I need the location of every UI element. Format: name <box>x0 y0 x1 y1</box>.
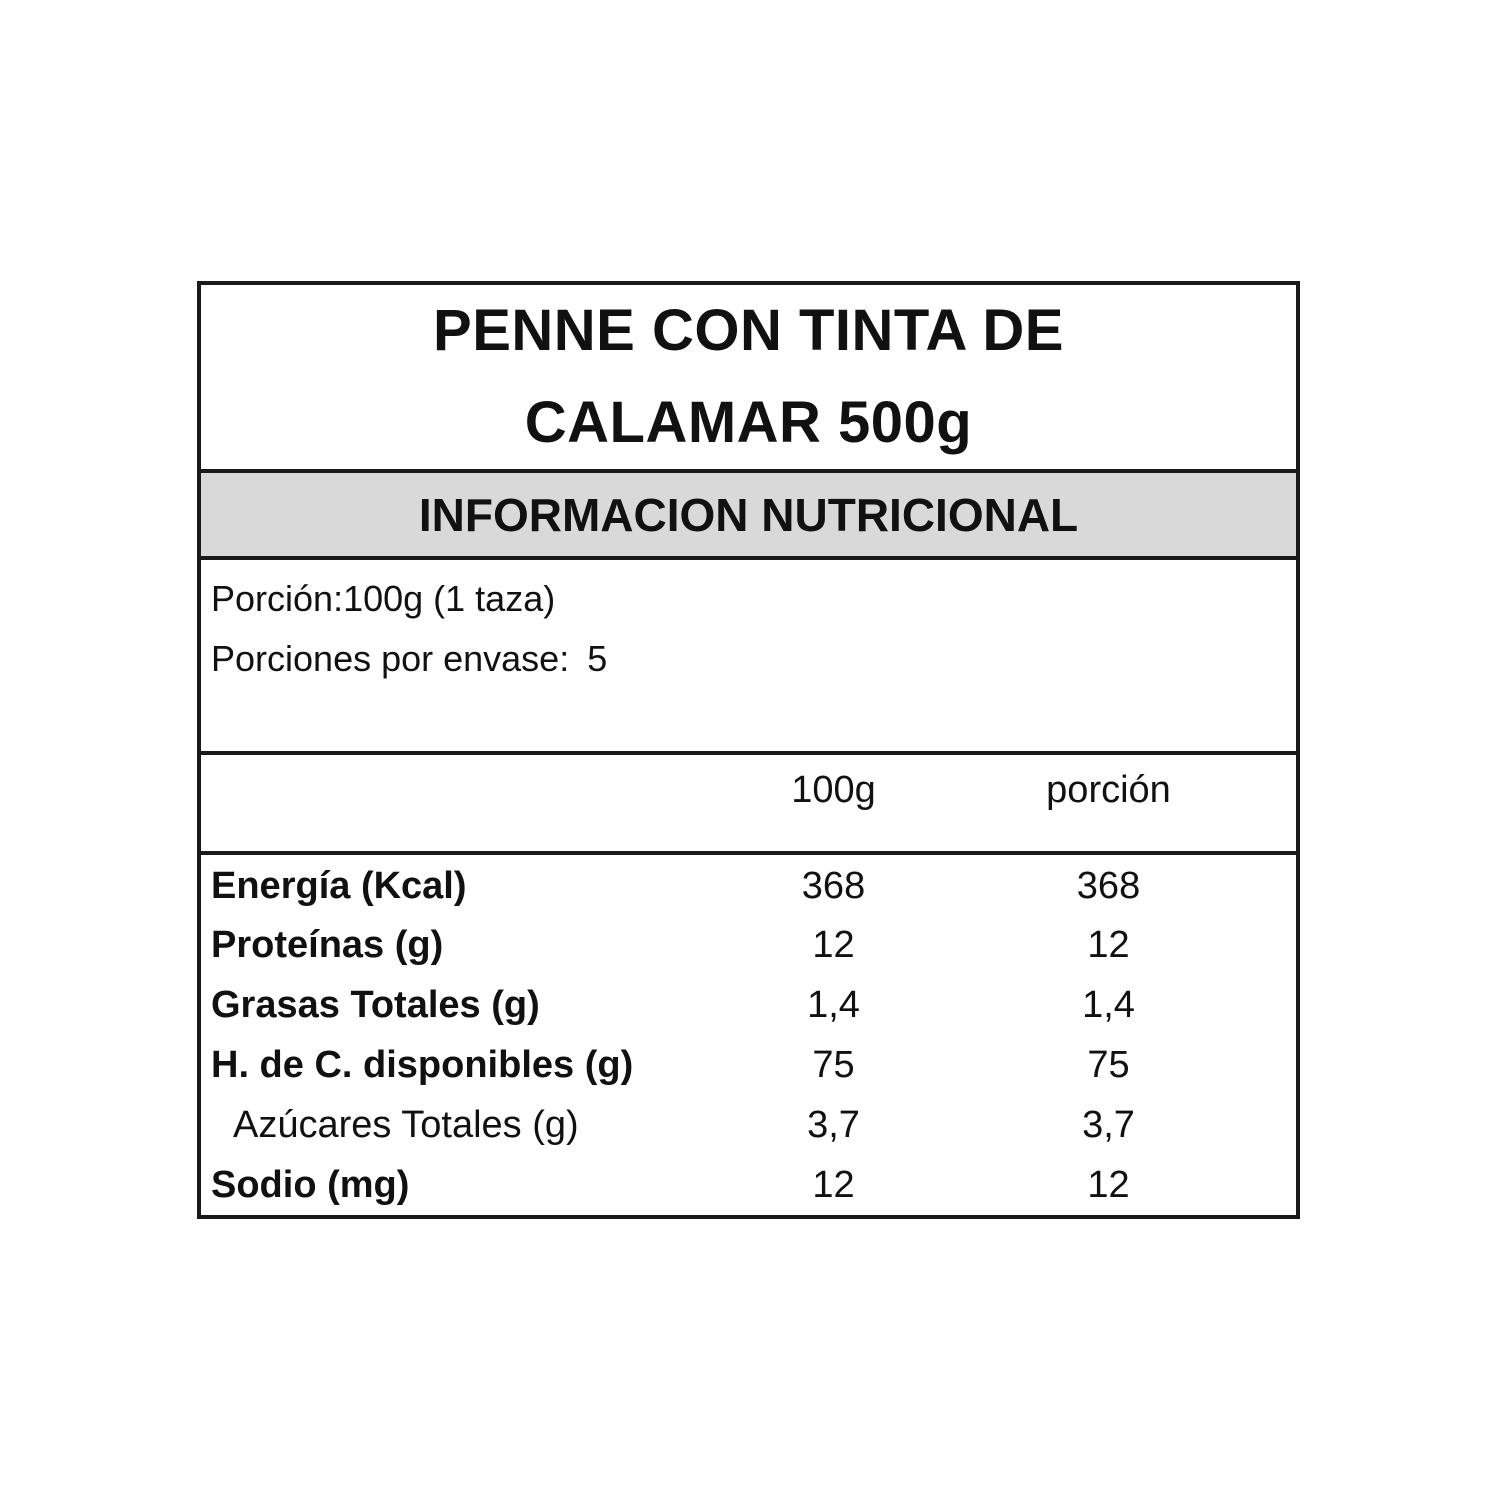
product-title-line-2: CALAMAR 500g <box>524 390 973 455</box>
nutrient-value-portion: 12 <box>1087 1164 1130 1206</box>
column-header-portion: porción <box>1046 769 1171 811</box>
nutrient-name: Azúcares Totales (g) <box>233 1104 579 1146</box>
section-header <box>201 473 1296 560</box>
column-header-100g: 100g <box>791 769 876 811</box>
nutrition-label <box>197 281 1300 1219</box>
portions-per-package <box>211 638 607 680</box>
nutrient-name: Energía (Kcal) <box>211 865 467 907</box>
nutrient-value-100g: 12 <box>812 924 855 966</box>
nutrient-row-carbohydrates <box>201 1034 1296 1094</box>
section-header-text: INFORMACION NUTRICIONAL <box>418 488 1079 541</box>
serving-info <box>201 560 1296 755</box>
nutrient-value-100g: 75 <box>812 1044 855 1086</box>
nutrient-table <box>201 855 1296 1219</box>
nutrient-row-sodium <box>201 1154 1296 1214</box>
product-title-line-1: PENNE CON TINTA DE <box>433 298 1064 363</box>
portions-per-package-value: 5 <box>587 638 608 679</box>
nutrient-value-portion: 368 <box>1076 865 1141 907</box>
nutrient-row-total-sugars <box>201 1094 1296 1154</box>
product-title <box>201 285 1296 473</box>
nutrient-name: Grasas Totales (g) <box>211 984 540 1026</box>
nutrient-value-100g: 368 <box>801 865 866 907</box>
nutrient-name: Proteínas (g) <box>211 924 444 966</box>
portion-size: Porción:100g (1 taza) <box>211 578 556 619</box>
nutrient-row-protein <box>201 914 1296 974</box>
nutrient-row-energy <box>201 855 1296 915</box>
nutrient-value-portion: 1,4 <box>1082 984 1135 1026</box>
nutrient-value-portion: 12 <box>1087 924 1130 966</box>
nutrient-value-100g: 3,7 <box>807 1104 860 1146</box>
portions-per-package-label: Porciones por envase: <box>211 638 570 679</box>
column-headers <box>201 755 1296 855</box>
nutrient-value-portion: 3,7 <box>1082 1104 1135 1146</box>
nutrient-value-100g: 12 <box>812 1164 855 1206</box>
nutrient-row-total-fat <box>201 974 1296 1034</box>
nutrient-value-100g: 1,4 <box>807 984 860 1026</box>
nutrient-value-portion: 75 <box>1087 1044 1130 1086</box>
nutrient-name: H. de C. disponibles (g) <box>211 1044 634 1086</box>
nutrient-name: Sodio (mg) <box>211 1164 410 1206</box>
